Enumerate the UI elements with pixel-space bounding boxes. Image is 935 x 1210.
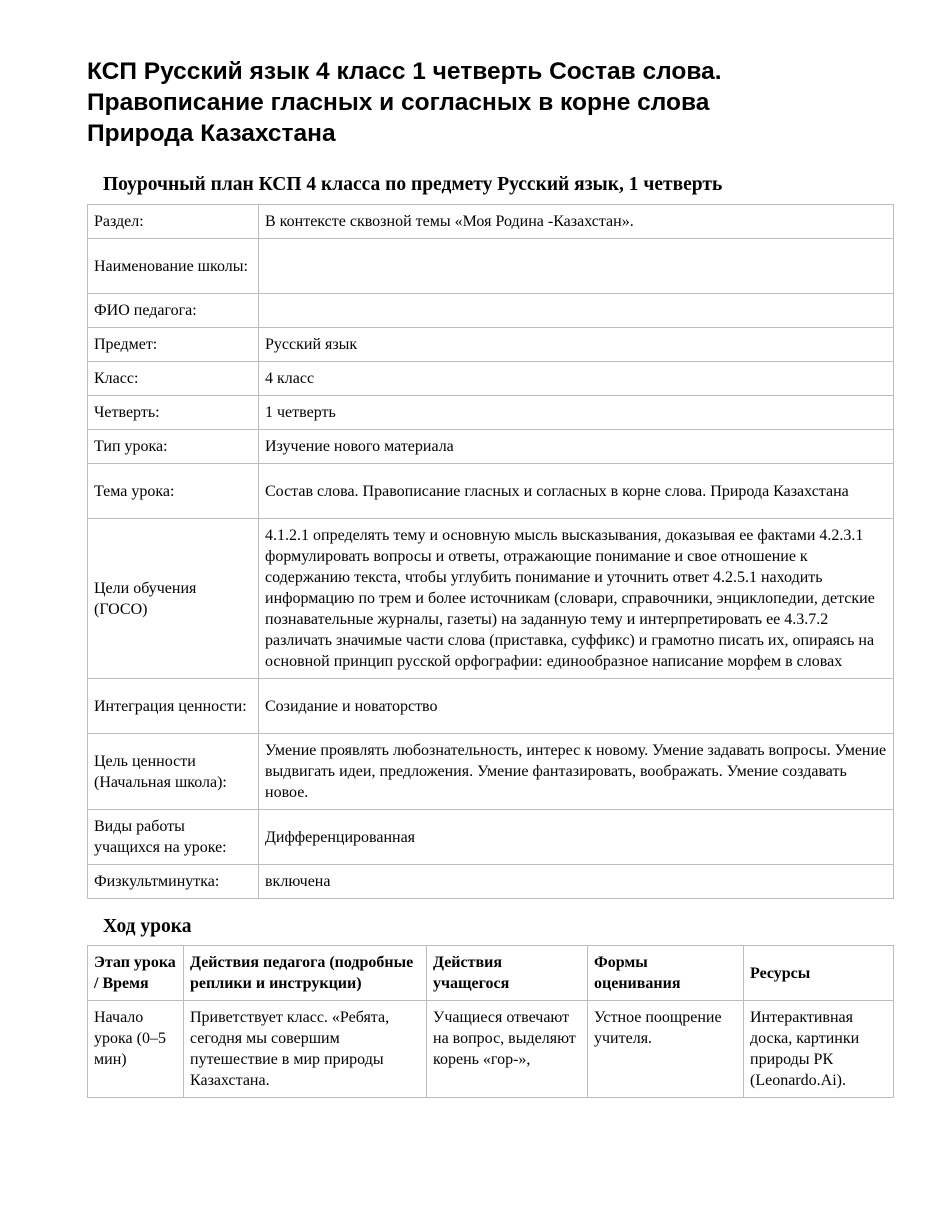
plan-row-work-types [88, 810, 894, 865]
plan-label: Тема урока: [88, 464, 259, 519]
plan-label: Наименование школы: [88, 239, 259, 294]
lesson-heading: Ход урока [103, 916, 192, 937]
plan-value [259, 239, 894, 294]
cell-assessment: Устное поощрение учителя. [588, 1001, 744, 1098]
plan-value: Изучение нового материала [259, 430, 894, 464]
column-header-stage: Этап урока / Время [88, 946, 184, 1001]
title-line-1: КСП Русский язык 4 класс 1 четверть Состав слова. [87, 58, 722, 85]
table-row [88, 1001, 894, 1098]
cell-student: Учащиеся отвечают на вопрос, выделяют корень «гор-», [427, 1001, 588, 1098]
plan-label: Четверть: [88, 396, 259, 430]
plan-row-section [88, 205, 894, 239]
plan-label: Класс: [88, 362, 259, 396]
plan-label: Раздел: [88, 205, 259, 239]
document-title [87, 56, 893, 149]
plan-value: включена [259, 865, 894, 899]
plan-label: Физкультминутка: [88, 865, 259, 899]
plan-value: Умение проявлять любознательность, интерес к новому. Умение задавать вопросы. Умение выдвигать идеи, предложения. Умение фантазировать, воображать. Умение создавать новое. [259, 734, 894, 810]
title-line-2: Правописание гласных и согласных в корне слова [87, 89, 710, 116]
plan-row-value-goal [88, 734, 894, 810]
plan-row-grade [88, 362, 894, 396]
plan-label: ФИО педагога: [88, 294, 259, 328]
document-page [87, 56, 893, 1098]
plan-row-subject [88, 328, 894, 362]
plan-row-quarter [88, 396, 894, 430]
plan-row-goals [88, 519, 894, 679]
plan-value: Созидание и новаторство [259, 679, 894, 734]
plan-label: Тип урока: [88, 430, 259, 464]
cell-stage: Начало урока (0–5 мин) [88, 1001, 184, 1098]
plan-label: Виды работы учащихся на уроке: [88, 810, 259, 865]
plan-heading: Поурочный план КСП 4 класса по предмету Русский язык, 1 четверть [103, 174, 723, 195]
cell-resources: Интерактивная доска, картинки природы РК (Leonardo.Ai). [744, 1001, 894, 1098]
plan-label: Интеграция ценности: [88, 679, 259, 734]
plan-row-exercise [88, 865, 894, 899]
lesson-table [87, 945, 894, 1098]
cell-teacher: Приветствует класс. «Ребята, сегодня мы совершим путешествие в мир природы Казахстана. [184, 1001, 427, 1098]
plan-row-lesson-type [88, 430, 894, 464]
column-header-student: Действия учащегося [427, 946, 588, 1001]
plan-label: Цели обучения (ГОСО) [88, 519, 259, 679]
lesson-header-row [88, 946, 894, 1001]
plan-row-values [88, 679, 894, 734]
plan-value [259, 294, 894, 328]
plan-value: Состав слова. Правописание гласных и согласных в корне слова. Природа Казахстана [259, 464, 894, 519]
title-line-3: Природа Казахстана [87, 120, 336, 147]
column-header-assessment: Формы оценивания [588, 946, 744, 1001]
column-header-teacher: Действия педагога (подробные реплики и инструкции) [184, 946, 427, 1001]
plan-table [87, 204, 894, 899]
plan-value: 4.1.2.1 определять тему и основную мысль высказывания, доказывая ее фактами 4.2.3.1 формулировать вопросы и ответы, отражающие понимание и свое отношение к содержанию текста, чтобы углубить понимание и уточнить ответ 4.2.5.1 находить информацию по трем и более источникам (словари, справочники, энциклопедии, детские познавательные журналы, газеты) на заданную тему и интерпретировать ее 4.3.7.2 различать значимые части слова (приставка, суффикс) и грамотно писать их, опираясь на основной принцип русской орфографии: единообразное написание морфем в словах [259, 519, 894, 679]
plan-label: Предмет: [88, 328, 259, 362]
plan-value: Русский язык [259, 328, 894, 362]
plan-row-school [88, 239, 894, 294]
plan-value: В контексте сквозной темы «Моя Родина -Казахстан». [259, 205, 894, 239]
plan-value: 4 класс [259, 362, 894, 396]
plan-value: 1 четверть [259, 396, 894, 430]
column-header-resources: Ресурсы [744, 946, 894, 1001]
plan-row-topic [88, 464, 894, 519]
plan-value: Дифференцированная [259, 810, 894, 865]
plan-row-teacher [88, 294, 894, 328]
plan-label: Цель ценности (Начальная школа): [88, 734, 259, 810]
